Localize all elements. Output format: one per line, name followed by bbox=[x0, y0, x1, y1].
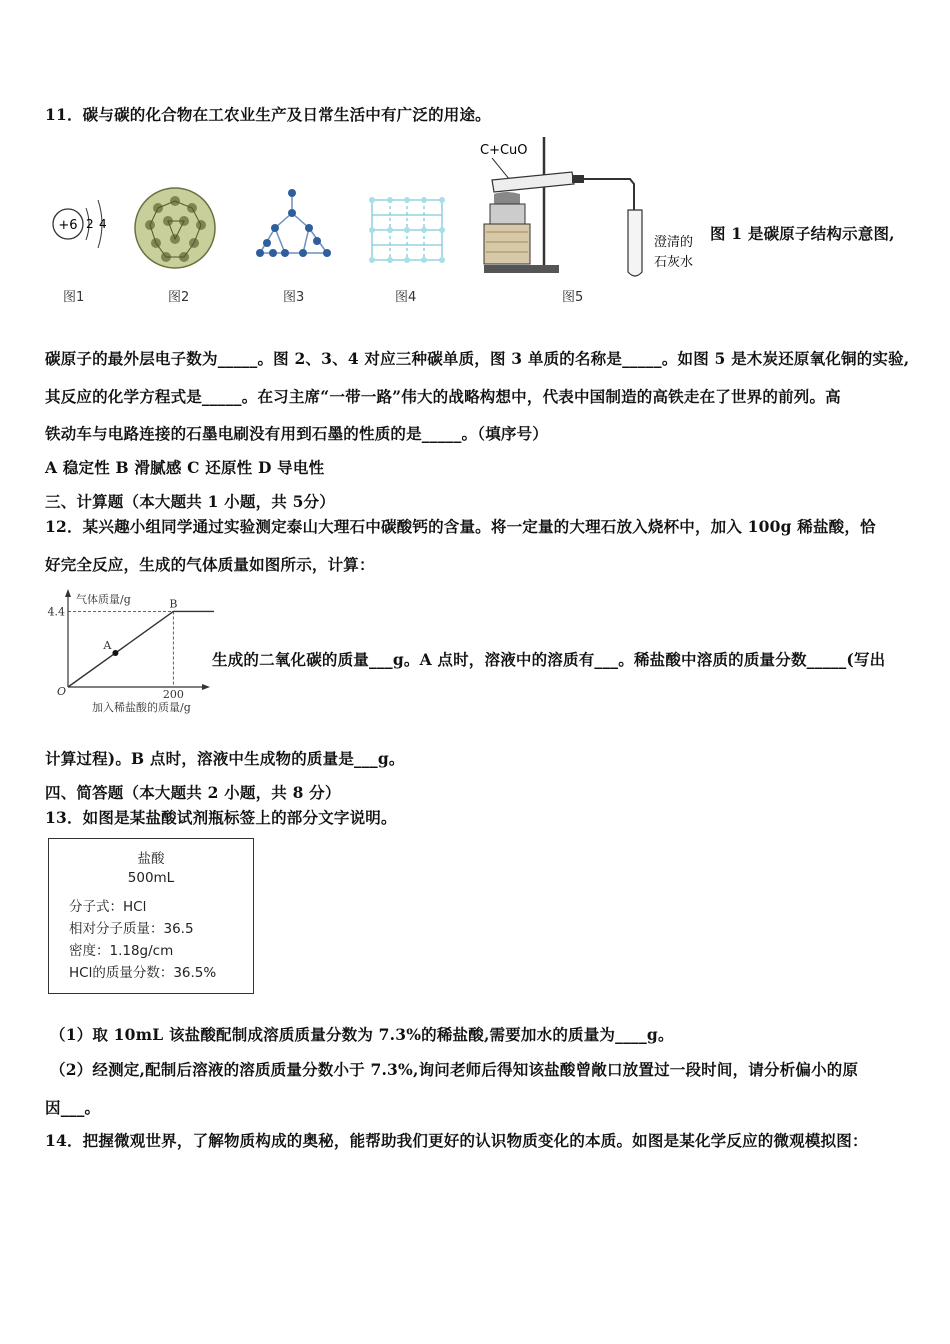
shell2-label: 4 bbox=[99, 217, 107, 231]
section3-heading: 三、计算题（本大题共 1 小题，共 5分） bbox=[45, 492, 335, 511]
chart-series-line bbox=[68, 611, 214, 687]
q14-title: 14．把握微观世界，了解物质构成的奥秘，能帮助我们更好的认识物质变化的本质。如图是某化学反应的微观模拟图： bbox=[45, 1131, 868, 1150]
fig5-side-label-1: 澄清的 bbox=[654, 235, 694, 250]
fig2-label: 图2 bbox=[168, 290, 190, 305]
q12-line2: 好完全反应，生成的气体质量如图所示，计算： bbox=[45, 555, 375, 574]
chart-x-tick: 200 bbox=[162, 688, 184, 701]
chart-point-a-label: A bbox=[103, 639, 112, 653]
chart-y-tick: 4.4 bbox=[47, 605, 65, 619]
fig5-side-label-2: 石灰水 bbox=[654, 255, 694, 270]
label-volume: 500mL bbox=[127, 870, 175, 886]
q13-part2: （2）经测定,配制后溶液的溶质质量分数小于 7.3%,询问老师后得知该盐酸曾敞口放置过一段时间，请分析偏小的原 bbox=[50, 1060, 859, 1079]
q12-inline-text: 生成的二氧化碳的质量___g。A 点时，溶液中的溶质有___。稀盐酸中溶质的质量分数_____(写出 bbox=[212, 650, 886, 669]
chart-x-arrow bbox=[202, 684, 210, 690]
q11-inline-text: 图 1 是碳原子结构示意图, bbox=[710, 224, 895, 243]
chart-origin: O bbox=[57, 685, 67, 698]
q12-line1: 12．某兴趣小组同学通过实验测定泰山大理石中碳酸钙的含量。将一定量的大理石放入烧杯中，加入 100g 稀盐酸，恰 bbox=[45, 517, 876, 536]
carbon-atom-diagram bbox=[44, 186, 114, 266]
fig4-label: 图4 bbox=[395, 290, 417, 305]
nucleus-label: +6 bbox=[58, 218, 78, 233]
fig1-label: 图1 bbox=[63, 290, 85, 305]
section4-heading: 四、简答题（本大题共 2 小题，共 8 分） bbox=[45, 783, 341, 802]
q13-title: 13．如图是某盐酸试剂瓶标签上的部分文字说明。 bbox=[45, 808, 397, 827]
charcoal-reduction-apparatus bbox=[472, 132, 712, 282]
q11-title: 11．碳与碳的化合物在工农业生产及日常生活中有广泛的用途。 bbox=[45, 105, 491, 124]
q13-part1: （1）取 10mL 该盐酸配制成溶质质量分数为 7.3%的稀盐酸,需要加水的质量为____g。 bbox=[50, 1025, 674, 1044]
label-mass-fraction: HCl的质量分数：36.5% bbox=[69, 965, 217, 981]
fig5-label: 图5 bbox=[562, 290, 584, 305]
chart-ylabel: 气体质量/g bbox=[76, 593, 131, 606]
q12-line3: 计算过程)。B 点时，溶液中生成物的质量是___g。 bbox=[45, 749, 405, 768]
c60-diagram bbox=[128, 183, 223, 273]
label-molar-mass: 相对分子质量：36.5 bbox=[69, 921, 194, 937]
gas-mass-chart bbox=[44, 585, 214, 720]
chart-point-a bbox=[112, 650, 118, 656]
fig5-top-label: C+CuO bbox=[480, 143, 528, 158]
label-density: 密度：1.18g/cm bbox=[69, 943, 174, 959]
q11-line1: 碳原子的最外层电子数为_____。图 2、3、4 对应三种碳单质，图 3 单质的名称是_____。如图 5 是木炭还原氧化铜的实验, bbox=[45, 349, 910, 368]
diamond-structure-diagram bbox=[245, 183, 340, 273]
q11-options: A 稳定性 B 滑腻感 C 还原性 D 导电性 bbox=[45, 458, 325, 477]
q11-line2: 其反应的化学方程式是_____。在习主席“一带一路”伟大的战略构想中，代表中国制造的高铁走在了世界的前列。高 bbox=[45, 387, 841, 406]
shell1-label: 2 bbox=[86, 217, 94, 231]
label-name: 盐酸 bbox=[137, 851, 165, 867]
graphite-structure-diagram bbox=[362, 185, 452, 270]
label-formula: 分子式：HCl bbox=[69, 899, 147, 915]
fig3-label: 图3 bbox=[283, 290, 305, 305]
chart-xlabel: 加入稀盐酸的质量/g bbox=[92, 701, 191, 714]
chart-point-b-label: B bbox=[169, 597, 178, 611]
reagent-label-box bbox=[48, 838, 254, 994]
q11-line3: 铁动车与电路连接的石墨电刷没有用到石墨的性质的是_____。（填序号） bbox=[45, 424, 549, 443]
chart-y-arrow bbox=[65, 589, 71, 597]
q13-part2-end: 因___。 bbox=[45, 1098, 101, 1117]
